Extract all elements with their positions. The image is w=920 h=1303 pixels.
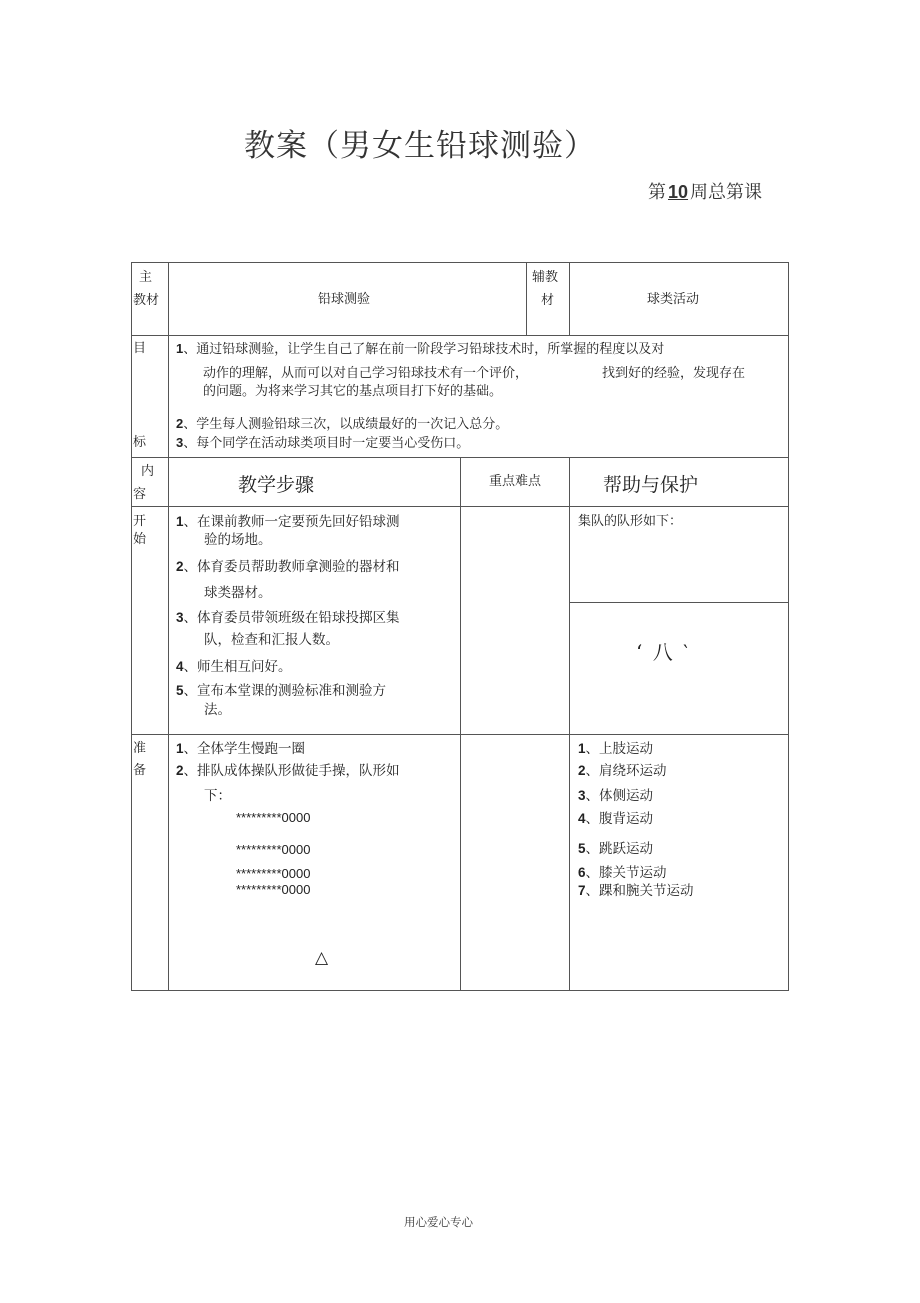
exercise-item	[578, 787, 653, 805]
step-text: 、宣布本堂课的测验标准和测验方	[183, 683, 387, 699]
objective-text: 、每个同学在活动球类项目时一定要当心受伤口。	[183, 436, 470, 451]
step-num: 4	[176, 659, 184, 674]
objective-num: 3	[176, 435, 184, 450]
step-text: 、排队成体操队形做徒手操，队形如	[183, 763, 400, 779]
week-suffix: 周总第课	[690, 182, 763, 203]
start-label-b: 始	[133, 532, 147, 547]
column-divider	[526, 262, 527, 336]
objective-num: 2	[176, 416, 184, 431]
step-num: 2	[176, 559, 184, 574]
start-step-continuation: 验的场地。	[204, 532, 272, 548]
exercise-text: 、膝关节运动	[585, 865, 667, 881]
exercise-text: 、上肢运动	[585, 741, 654, 757]
objective-continuation: 找到好的经验，发现存在	[602, 366, 746, 381]
teacher-triangle-icon: △	[315, 948, 329, 968]
objective-item	[176, 415, 508, 434]
table-border-left	[131, 262, 132, 991]
column-divider	[460, 457, 461, 991]
prep-step	[176, 740, 305, 758]
exercise-num: 6	[578, 865, 586, 880]
prep-step	[176, 762, 400, 780]
main-material-value: 铅球测验	[318, 292, 371, 307]
exercise-item	[578, 864, 667, 882]
step-num: 1	[176, 741, 184, 756]
start-help-text: 集队的队形如下：	[578, 514, 683, 529]
help-header: 帮助与保护	[603, 474, 699, 496]
start-step	[176, 658, 292, 676]
objectives-label-a: 目	[133, 341, 147, 356]
exercise-num: 2	[578, 763, 586, 778]
step-num: 5	[176, 683, 184, 698]
step-num: 2	[176, 763, 184, 778]
page-footer: 用心爱心专心	[404, 1215, 473, 1229]
start-step-continuation: 队，检查和汇报人数。	[204, 632, 339, 648]
prep-step-continuation: 下：	[204, 788, 231, 804]
aux-material-label-a: 辅教	[532, 270, 559, 285]
prep-label-a: 准	[133, 741, 147, 756]
start-step	[176, 558, 400, 576]
objective-item	[176, 434, 469, 453]
exercise-num: 4	[578, 811, 586, 826]
table-border-right	[788, 262, 789, 991]
exercise-text: 、跳跃运动	[585, 841, 654, 857]
objective-num: 1	[176, 341, 184, 356]
exercise-num: 3	[578, 788, 586, 803]
aux-material-value: 球类活动	[647, 292, 700, 307]
start-step-continuation: 球类器材。	[204, 585, 272, 601]
objective-text: 、学生每人测验铅球三次，以成绩最好的一次记入总分。	[183, 417, 509, 432]
step-text: 、全体学生慢跑一圈	[183, 741, 306, 757]
exercise-item	[578, 840, 653, 858]
start-step	[176, 609, 400, 627]
column-divider	[168, 262, 169, 991]
start-label-a: 开	[133, 514, 147, 529]
table-border-top	[131, 262, 789, 263]
exercise-item	[578, 810, 653, 828]
main-material-label-a: 主	[139, 270, 153, 285]
start-step-continuation: 法。	[204, 702, 231, 718]
aux-material-label-b: 材	[541, 293, 555, 308]
objectives-label-b: 标	[133, 435, 147, 450]
formation-row: *********0000	[236, 810, 311, 825]
exercise-item	[578, 740, 653, 758]
formation-row: *********0000	[236, 842, 311, 857]
week-indicator	[648, 178, 762, 204]
exercise-text: 、腹背运动	[585, 811, 654, 827]
column-divider	[569, 262, 570, 336]
main-material-label-b: 教材	[133, 293, 160, 308]
week-prefix: 第	[648, 182, 666, 203]
prep-label-b: 备	[133, 763, 147, 778]
row-divider	[131, 335, 789, 336]
step-text: 、师生相互问好。	[183, 659, 292, 675]
step-text: 、在课前教师一定要预先回好铅球测	[183, 514, 400, 530]
formation-sketch: ‘ 八 ‵	[636, 640, 690, 664]
exercise-text: 、肩绕环运动	[585, 763, 667, 779]
step-text: 、体育委员帮助教师拿测验的器材和	[183, 559, 400, 575]
exercise-text: 、踝和腕关节运动	[585, 883, 694, 899]
content-label-b: 容	[133, 487, 147, 502]
page-title: 教案（男女生铅球测验）	[244, 128, 596, 164]
exercise-num: 7	[578, 883, 586, 898]
exercise-text: 、体侧运动	[585, 788, 654, 804]
week-number: 10	[668, 182, 689, 202]
objective-text: 、通过铅球测验，让学生自己了解在前一阶段学习铅球技术时，所掌握的程度以及对	[183, 342, 665, 357]
step-num: 1	[176, 514, 184, 529]
formation-row: *********0000	[236, 866, 311, 881]
exercise-num: 1	[578, 741, 586, 756]
steps-header: 教学步骤	[238, 474, 315, 496]
key-points-header: 重点难点	[489, 474, 542, 489]
exercise-num: 5	[578, 841, 586, 856]
step-text: 、体育委员带领班级在铅球投掷区集	[183, 610, 400, 626]
objective-continuation: 动作的理解，从而可以对自己学习铅球技术有一个评价，	[203, 366, 529, 381]
cell-divider	[570, 602, 789, 603]
objective-item	[176, 340, 664, 359]
exercise-item	[578, 762, 667, 780]
formation-row: *********0000	[236, 882, 311, 897]
start-step	[176, 682, 386, 700]
start-step	[176, 513, 400, 531]
exercise-item	[578, 882, 694, 900]
column-divider	[569, 457, 570, 991]
content-label-a: 内	[141, 464, 155, 479]
step-num: 3	[176, 610, 184, 625]
objective-continuation: 的问题。为将来学习其它的基点项目打下好的基础。	[203, 384, 503, 399]
